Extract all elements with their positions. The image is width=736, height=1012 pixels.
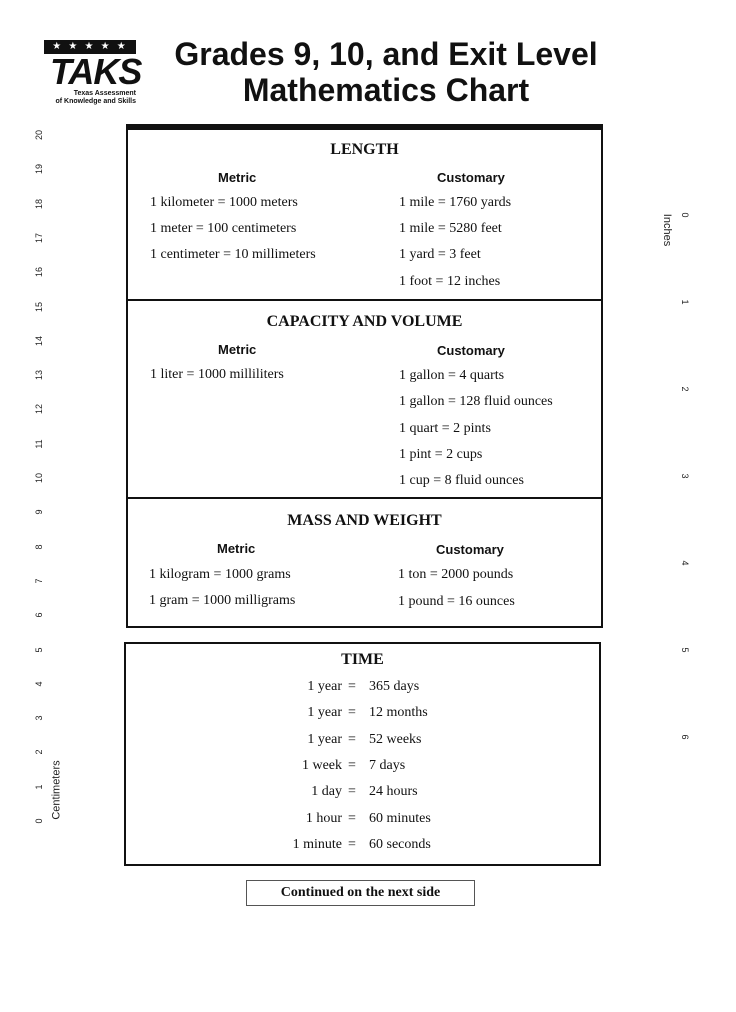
time-row-left: 1 year xyxy=(307,679,342,694)
time-row-right: 12 months xyxy=(369,705,428,721)
length-metric-head: Metric xyxy=(218,170,257,185)
continued-note: Continued on the next side xyxy=(246,880,475,906)
centimeter-tick-label: 10 xyxy=(34,473,44,484)
time-row-left: 1 hour xyxy=(305,810,342,826)
length-customary-head: Customary xyxy=(437,170,505,185)
length-metric-row: 1 centimeter = 10 millimeters xyxy=(150,247,316,262)
page-title-line2: Mathematics Chart xyxy=(242,72,530,108)
logo-stars: ★ ★ ★ ★ ★ xyxy=(44,40,136,54)
centimeter-tick-label: 19 xyxy=(34,164,44,175)
mass-customary-row: 1 pound = 16 ounces xyxy=(398,594,515,609)
equals-sign: = xyxy=(348,836,356,852)
centimeter-tick-label: 7 xyxy=(34,578,44,584)
centimeter-tick-label: 6 xyxy=(34,612,44,618)
equals-sign: = xyxy=(348,810,356,826)
centimeter-tick-label: 13 xyxy=(34,370,44,381)
inch-tick-label: 0 xyxy=(680,212,690,218)
capacity-customary-row: 1 pint = 2 cups xyxy=(399,447,483,462)
centimeter-tick-label: 15 xyxy=(34,301,44,312)
mass-metric-row: 1 kilogram = 1000 grams xyxy=(149,567,291,582)
logo-subtitle xyxy=(44,90,136,106)
length-customary-row: 1 yard = 3 feet xyxy=(399,247,481,262)
time-row-right: 60 seconds xyxy=(369,836,431,852)
centimeter-tick-label: 12 xyxy=(34,404,44,415)
length-title: LENGTH xyxy=(330,141,399,158)
time-row-right: 52 weeks xyxy=(369,731,422,747)
capacity-customary-row: 1 gallon = 4 quarts xyxy=(399,368,505,383)
capacity-customary-row: 1 cup = 8 fluid ounces xyxy=(399,473,524,488)
time-row-left: 1 day xyxy=(311,784,342,800)
length-customary-row: 1 mile = 1760 yards xyxy=(399,195,512,210)
centimeter-tick-label: 8 xyxy=(34,544,44,550)
mass-customary-head: Customary xyxy=(436,542,504,557)
capacity-metric-head: Metric xyxy=(218,342,257,357)
capacity-customary-head: Customary xyxy=(437,343,505,358)
time-row-left: 1 year xyxy=(307,731,342,747)
taks-logo xyxy=(44,40,142,108)
capacity-customary-row: 1 quart = 2 pints xyxy=(399,421,491,436)
time-box xyxy=(124,642,601,866)
centimeter-tick-label: 2 xyxy=(34,749,44,755)
length-metric-row: 1 kilometer = 1000 meters xyxy=(150,195,298,210)
inch-tick-label: 5 xyxy=(680,647,690,653)
length-customary-row: 1 foot = 12 inches xyxy=(399,274,501,289)
section-divider xyxy=(126,497,603,499)
centimeter-tick-label: 16 xyxy=(34,267,44,278)
time-row-left: 1 week xyxy=(301,757,342,773)
inch-tick-label: 2 xyxy=(680,386,690,392)
centimeter-tick-label: 18 xyxy=(34,198,44,209)
equals-sign: = xyxy=(348,705,356,721)
page-title xyxy=(136,36,636,108)
centimeter-tick-label: 14 xyxy=(34,335,44,346)
logo-subtitle-line1: Texas Assessment xyxy=(73,90,136,97)
capacity-customary-row: 1 gallon = 128 fluid ounces xyxy=(399,394,553,409)
equals-sign: = xyxy=(348,679,356,694)
equals-sign: = xyxy=(348,731,356,747)
inch-tick-label: 6 xyxy=(680,734,690,740)
time-row-left: 1 year xyxy=(307,705,342,721)
time-row-left: 1 minute xyxy=(292,836,342,852)
centimeter-tick-label: 5 xyxy=(34,647,44,653)
time-row-right: 7 days xyxy=(369,757,406,773)
page-title-line1: Grades 9, 10, and Exit Level xyxy=(174,36,598,72)
inch-tick-label: 3 xyxy=(680,473,690,479)
centimeter-tick-label: 9 xyxy=(34,509,44,515)
capacity-title: CAPACITY AND VOLUME xyxy=(266,313,463,330)
logo-word: TAKS xyxy=(50,51,142,92)
logo-subtitle-line2: of Knowledge and Skills xyxy=(55,98,136,105)
length-customary-row: 1 mile = 5280 feet xyxy=(399,221,502,236)
inch-ruler-title: Inches xyxy=(661,213,674,247)
centimeter-tick-label: 0 xyxy=(34,818,44,824)
centimeter-tick-label: 1 xyxy=(34,784,44,790)
equals-sign: = xyxy=(348,784,356,800)
centimeter-tick-label: 3 xyxy=(34,715,44,721)
centimeter-tick-label: 17 xyxy=(34,232,44,243)
mass-customary-row: 1 ton = 2000 pounds xyxy=(398,567,514,582)
centimeter-tick-label: 20 xyxy=(34,130,44,141)
centimeter-ruler-title: Centimeters xyxy=(50,760,63,820)
capacity-metric-row: 1 liter = 1000 milliliters xyxy=(150,367,284,382)
length-metric-row: 1 meter = 100 centimeters xyxy=(150,221,297,236)
inch-tick-label: 4 xyxy=(680,560,690,566)
centimeter-tick-label: 11 xyxy=(34,439,44,449)
mass-metric-row: 1 gram = 1000 milligrams xyxy=(149,593,296,608)
mass-title: MASS AND WEIGHT xyxy=(287,512,442,529)
section-divider xyxy=(126,299,603,301)
equals-sign: = xyxy=(348,757,356,773)
time-title: TIME xyxy=(341,651,384,668)
time-row-right: 365 days xyxy=(369,679,420,694)
inch-tick-label: 1 xyxy=(680,299,690,305)
mass-metric-head: Metric xyxy=(217,541,256,556)
centimeter-tick-label: 4 xyxy=(34,681,44,687)
time-row-right: 60 minutes xyxy=(369,810,431,826)
time-row-right: 24 hours xyxy=(369,784,418,800)
